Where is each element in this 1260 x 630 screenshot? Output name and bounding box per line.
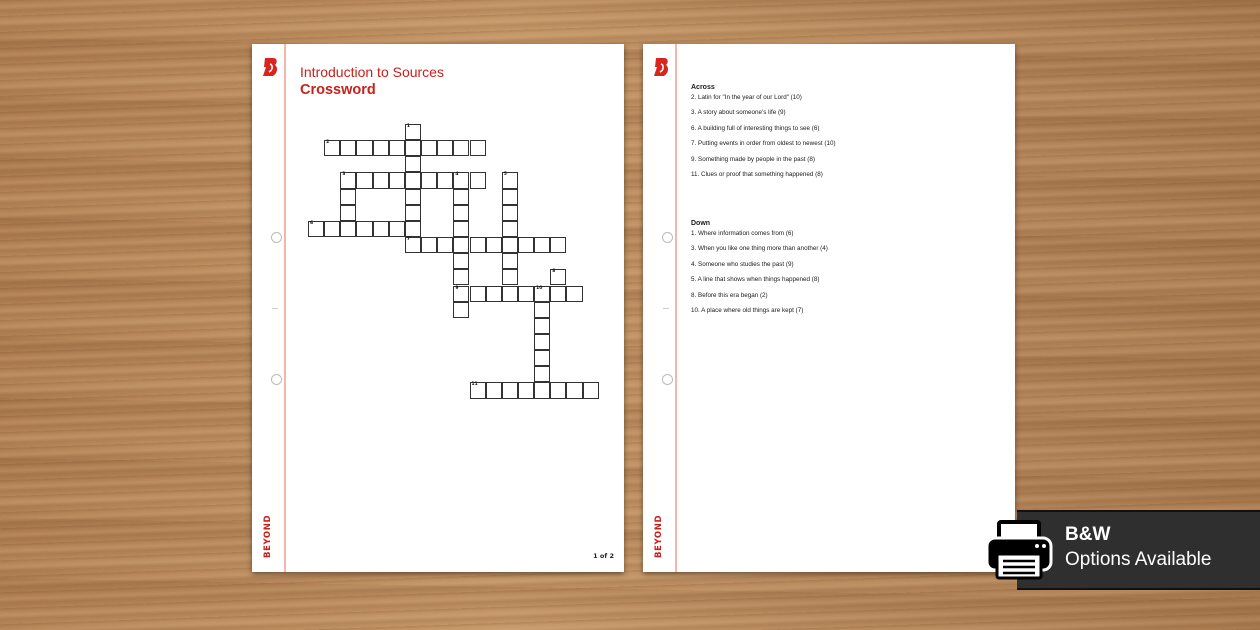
- crossword-cell: [389, 140, 405, 156]
- brand-logo-icon: [261, 56, 279, 78]
- clue-number: 1: [406, 124, 411, 129]
- crossword-cell: [534, 286, 550, 302]
- brand-label: BEYOND: [654, 514, 664, 558]
- down-heading: Down: [691, 220, 711, 227]
- clue-number: 5: [503, 172, 507, 178]
- margin-line: [284, 44, 286, 572]
- crossword-cell: [470, 140, 486, 156]
- crossword-cell: [373, 221, 389, 237]
- crossword-cell: [405, 124, 421, 140]
- crossword-cell: [534, 302, 550, 318]
- banner-title: B&W: [1065, 524, 1111, 545]
- crossword-cell: [437, 237, 453, 253]
- punch-hole: [662, 232, 673, 243]
- crossword-cell: [502, 382, 518, 398]
- crossword-cell: [518, 237, 534, 253]
- crossword-cell: [308, 221, 324, 237]
- crossword-cell: [550, 286, 566, 302]
- crossword-cell: [534, 350, 550, 366]
- clue-down: 10. A place where old things are kept (7): [691, 306, 804, 314]
- crossword-grid: [308, 124, 608, 404]
- crossword-cell: [453, 221, 469, 237]
- crossword-cell: [453, 140, 469, 156]
- crossword-cell: [405, 221, 421, 237]
- clue-down: 8. Before this era began (2): [691, 291, 768, 299]
- down-section: [691, 220, 991, 322]
- crossword-cell: [534, 366, 550, 382]
- clue-across: 3. A story about someone's life (9): [691, 109, 786, 117]
- crossword-cell: [340, 172, 356, 188]
- crossword-cell: [550, 269, 566, 285]
- crossword-cell: [405, 237, 421, 253]
- clue-across: 9. Something made by people in the past (8): [691, 155, 815, 163]
- crossword-cell: [502, 221, 518, 237]
- crossword-cell: [340, 221, 356, 237]
- crossword-cell: [550, 237, 566, 253]
- crossword-cell: [502, 253, 518, 269]
- clue-number: 10: [536, 285, 543, 291]
- crossword-cell: [518, 382, 534, 398]
- clue-list: [691, 84, 836, 314]
- clue-across: 6. A building full of interesting things to see (6): [691, 124, 820, 132]
- crossword-cell: [340, 189, 356, 205]
- crossword-cell: [502, 286, 518, 302]
- fold-mark: [663, 308, 669, 309]
- clue-across: 7. Putting events in order from oldest to newest (10): [691, 140, 836, 148]
- page-number: 1 of 2: [593, 552, 614, 560]
- crossword-cell: [324, 221, 340, 237]
- clue-number: 8: [552, 269, 556, 275]
- crossword-cell: [534, 237, 550, 253]
- printer-icon: [983, 518, 1055, 582]
- across-heading: Across: [691, 84, 715, 91]
- crossword-cell: [405, 189, 421, 205]
- crossword-cell: [324, 140, 340, 156]
- crossword-cell: [389, 221, 405, 237]
- crossword-cell: [453, 286, 469, 302]
- clue-number: 3: [342, 172, 346, 178]
- clue-down: 5. A line that shows when things happened (8): [691, 276, 820, 284]
- crossword-cell: [534, 382, 550, 398]
- crossword-cell: [502, 237, 518, 253]
- crossword-cell: [453, 302, 469, 318]
- crossword-cell: [470, 286, 486, 302]
- worksheet-page-2: [643, 44, 1015, 572]
- crossword-cell: [453, 253, 469, 269]
- worksheet-page-1: [252, 44, 624, 572]
- crossword-cell: [421, 140, 437, 156]
- worksheet-title: Introduction to Sources: [300, 64, 444, 80]
- crossword-cell: [340, 205, 356, 221]
- crossword-cell: [502, 189, 518, 205]
- clue-number: 4: [455, 172, 459, 178]
- crossword-cell: [566, 286, 582, 302]
- clue-down: 1. Where information comes from (6): [691, 230, 794, 237]
- clue-across: 11. Clues or proof that something happened (8): [691, 170, 823, 178]
- crossword-cell: [437, 172, 453, 188]
- crossword-cell: [356, 172, 372, 188]
- crossword-cell: [486, 237, 502, 253]
- clue-number: 7: [406, 237, 411, 243]
- clue-number: 11: [471, 382, 478, 388]
- fold-mark: [272, 308, 278, 309]
- punch-hole: [271, 232, 282, 243]
- crossword-cell: [373, 140, 389, 156]
- crossword-cell: [486, 286, 502, 302]
- crossword-cell: [486, 382, 502, 398]
- margin-line: [675, 44, 677, 572]
- clue-down: 3. When you like one thing more than another (4): [691, 245, 828, 253]
- crossword-cell: [502, 205, 518, 221]
- crossword-cell: [453, 269, 469, 285]
- brand-logo-icon: [652, 56, 670, 78]
- clue-number: 9: [455, 285, 459, 291]
- clue-down: 4. Someone who studies the past (9): [691, 260, 794, 268]
- crossword-cell: [405, 172, 421, 188]
- crossword-cell: [583, 382, 599, 398]
- crossword-cell: [421, 237, 437, 253]
- crossword-cell: [534, 318, 550, 334]
- crossword-cell: [518, 286, 534, 302]
- crossword-cell: [470, 172, 486, 188]
- across-section: [691, 84, 836, 178]
- crossword-cell: [356, 140, 372, 156]
- crossword-cell: [550, 382, 566, 398]
- brand-label: BEYOND: [263, 514, 273, 558]
- crossword-cell: [405, 205, 421, 221]
- worksheet-subtitle: Crossword: [300, 82, 376, 98]
- crossword-cell: [373, 172, 389, 188]
- punch-hole: [271, 374, 282, 385]
- crossword-cell: [405, 140, 421, 156]
- crossword-cell: [356, 221, 372, 237]
- crossword-cell: [470, 382, 486, 398]
- crossword-cell: [502, 172, 518, 188]
- crossword-cell: [470, 237, 486, 253]
- clue-across: 2. Latin for "In the year of our Lord" (10): [691, 94, 802, 101]
- crossword-cell: [389, 172, 405, 188]
- crossword-cell: [340, 140, 356, 156]
- crossword-cell: [502, 269, 518, 285]
- clue-number: 2: [326, 140, 330, 146]
- crossword-cell: [453, 237, 469, 253]
- banner-subtitle: Options Available: [1065, 549, 1212, 570]
- crossword-cell: [534, 334, 550, 350]
- punch-hole: [662, 374, 673, 385]
- crossword-cell: [566, 382, 582, 398]
- crossword-cell: [405, 156, 421, 172]
- clue-number: 6: [310, 220, 314, 226]
- crossword-cell: [437, 140, 453, 156]
- crossword-cell: [453, 205, 469, 221]
- crossword-cell: [453, 172, 469, 188]
- crossword-cell: [453, 189, 469, 205]
- crossword-cell: [421, 172, 437, 188]
